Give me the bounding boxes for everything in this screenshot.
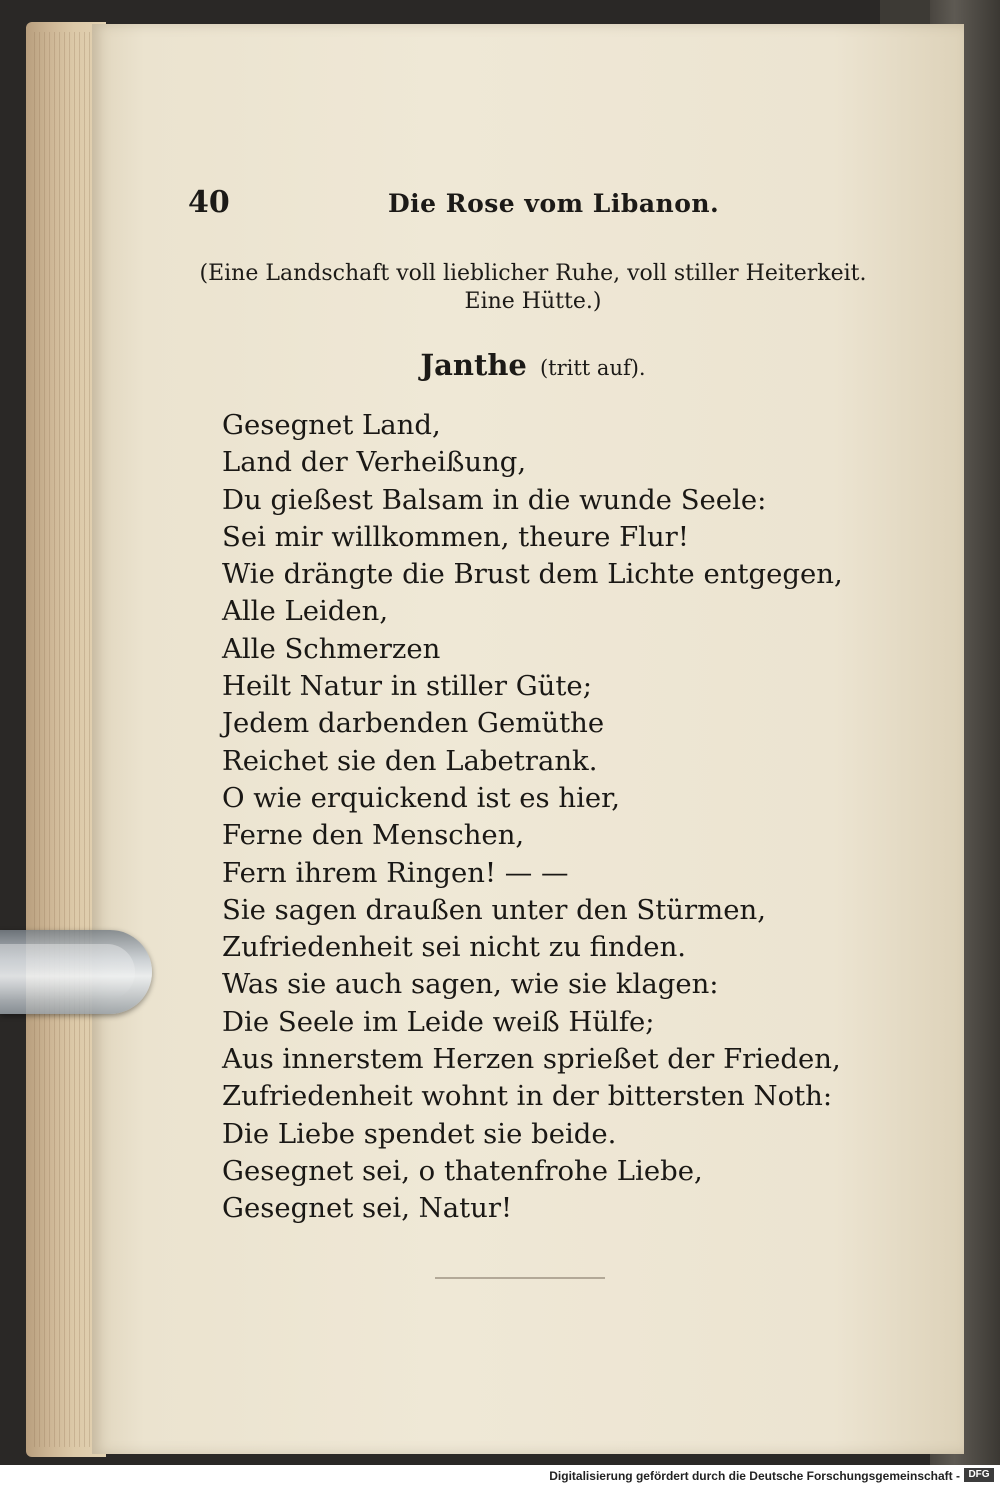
verse-line: Gesegnet Land, <box>222 409 441 441</box>
stage-direction-line-2: Eine Hütte.) <box>464 289 602 314</box>
speaker-name: Janthe <box>420 348 527 382</box>
verse-line: Die Seele im Leide weiß Hülfe; <box>222 1005 655 1038</box>
speaker-heading <box>188 348 878 382</box>
verse-line: Die Liebe spendet sie beide. <box>222 1117 617 1150</box>
verse-line: Zufriedenheit sei nicht zu finden. <box>222 931 687 964</box>
verse-line: Gesegnet sei, o thatenfrohe Liebe, <box>222 1154 703 1187</box>
page-clip <box>0 930 152 1014</box>
verse-line: Du gießest Balsam in die wunde Seele: <box>222 483 767 516</box>
verse-line: Ferne den Menschen, <box>222 819 525 852</box>
verse-line: Zufriedenheit wohnt in der bittersten Noth: <box>222 1080 833 1113</box>
verse-line: Alle Leiden, <box>222 595 389 628</box>
verse-line: Aus innerstem Herzen sprießet der Frieden, <box>222 1043 841 1076</box>
page-header <box>188 185 868 225</box>
footer-credit: Digitalisierung gefördert durch die Deutsche Forschungsgemeinschaft - <box>549 1469 960 1483</box>
page-number: 40 <box>188 185 230 220</box>
verse-line: Jedem darbenden Gemüthe <box>222 707 605 740</box>
footer-bar <box>0 1465 1000 1487</box>
verse-line: Wie drängte die Brust dem Lichte entgegen, <box>222 558 843 591</box>
section-rule <box>435 1277 605 1279</box>
verse-line: Sie sagen draußen unter den Stürmen, <box>222 893 766 926</box>
running-title: Die Rose vom Libanon. <box>388 189 720 218</box>
verse-line: Sei mir willkommen, theure Flur! <box>222 520 689 553</box>
speaker-direction: (tritt auf). <box>539 356 646 380</box>
verse-line: Alle Schmerzen <box>222 632 441 665</box>
verse-line: Heilt Natur in stiller Güte; <box>222 670 592 703</box>
verse-line: O wie erquickend ist es hier, <box>222 781 621 814</box>
verse-lines <box>222 407 872 1228</box>
verse-line: Gesegnet sei, Natur! <box>222 1192 513 1225</box>
verse-line: Land der Verheißung, <box>222 446 527 479</box>
verse-line: Fern ihrem Ringen! — — <box>222 856 569 889</box>
dfg-logo-icon: DFG <box>964 1468 994 1482</box>
verse-line: Was sie auch sagen, wie sie klagen: <box>222 968 719 1001</box>
verse-line: Reichet sie den Labetrank. <box>222 744 598 777</box>
stage-direction-line-1: (Eine Landschaft voll lieblicher Ruhe, voll stiller Heiterkeit. <box>199 261 867 286</box>
stage-direction <box>188 260 878 316</box>
